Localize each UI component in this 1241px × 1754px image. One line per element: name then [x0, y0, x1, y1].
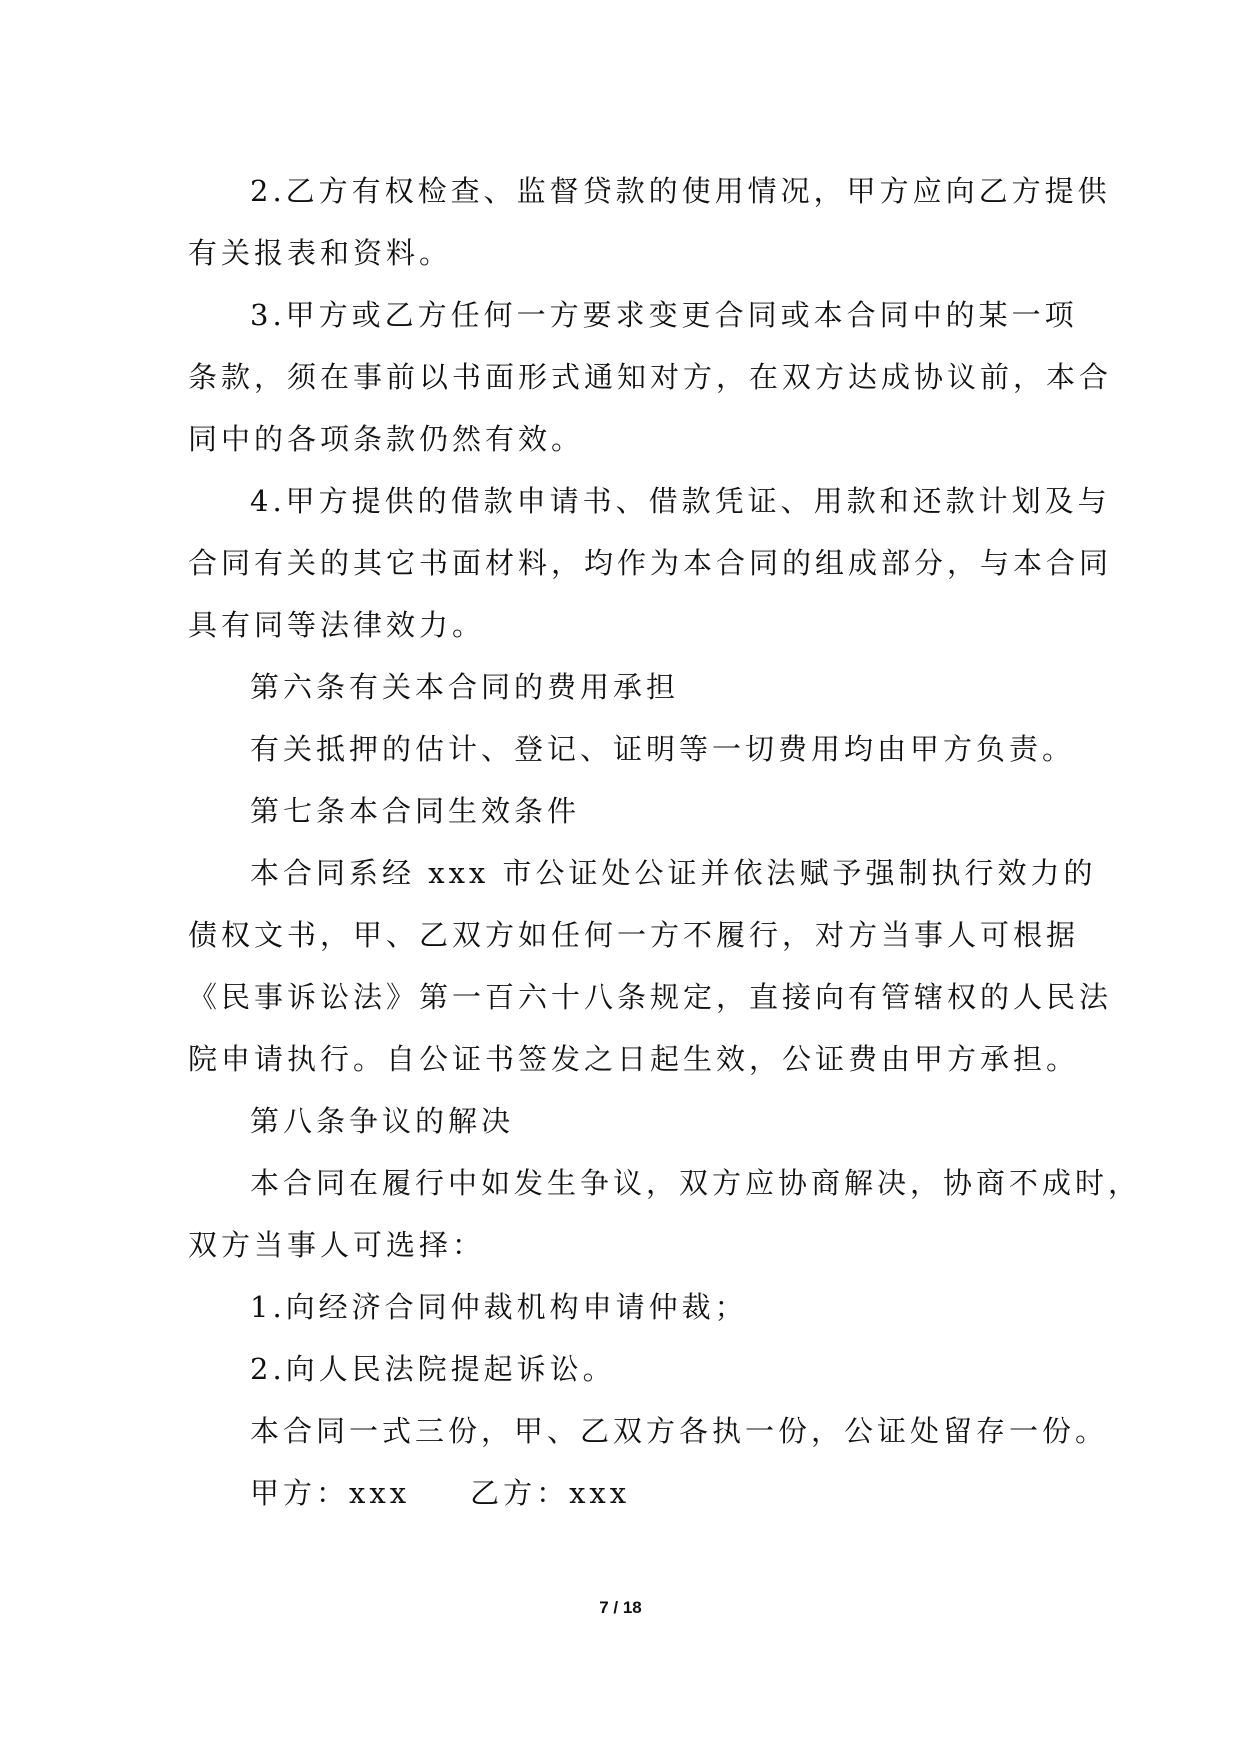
paragraph-line: 具有同等法律效力。: [188, 608, 486, 642]
paragraph-line: 本合同一式三份，甲、乙双方各执一份，公证处留存一份。: [250, 1414, 1109, 1448]
list-item: 2.向人民法院提起诉讼。: [250, 1352, 616, 1386]
paragraph-line: 双方当事人可选择：: [188, 1228, 486, 1262]
section-heading: 第七条本合同生效条件: [250, 794, 581, 828]
page-number: 7 / 18: [599, 1598, 642, 1617]
list-item: 1.向经济合同仲裁机构申请仲裁；: [250, 1290, 748, 1324]
section-heading: 第八条争议的解决: [250, 1104, 515, 1138]
signature-line: [188, 1462, 1068, 1524]
paragraph-line: 条款，须在事前以书面形式通知对方，在双方达成协议前，本合: [188, 360, 1113, 394]
paragraph-line: 本合同系经 xxx 市公证处公证并依法赋予强制执行效力的: [250, 856, 1097, 890]
paragraph-line: 2.乙方有权检查、监督贷款的使用情况，甲方应向乙方提供: [250, 174, 1111, 208]
document-body: [188, 160, 1142, 1524]
paragraph-line: 本合同在履行中如发生争议，双方应协商解决，协商不成时，: [250, 1166, 1142, 1200]
paragraph-line: 院申请执行。自公证书签发之日起生效，公证费由甲方承担。: [188, 1042, 1080, 1076]
party-b-signature: 乙方：xxx: [470, 1476, 631, 1510]
paragraph-line: 《民事诉讼法》第一百六十八条规定，直接向有管辖权的人民法: [188, 980, 1113, 1014]
paragraph-line: 同中的各项条款仍然有效。: [188, 422, 585, 456]
paragraph-line: 3.甲方或乙方任何一方要求变更合同或本合同中的某一项: [250, 298, 1078, 332]
paragraph-line: 4.甲方提供的借款申请书、借款凭证、用款和还款计划及与: [250, 484, 1111, 518]
party-a-signature: 甲方：xxx: [250, 1476, 411, 1510]
section-heading: 第六条有关本合同的费用承担: [250, 670, 680, 704]
paragraph-line: 合同有关的其它书面材料，均作为本合同的组成部分，与本合同: [188, 546, 1113, 580]
paragraph-line: 债权文书，甲、乙双方如任何一方不履行，对方当事人可根据: [188, 918, 1080, 952]
paragraph-line: 有关抵押的估计、登记、证明等一切费用均由甲方负责。: [250, 732, 1076, 766]
paragraph-line: 有关报表和资料。: [188, 236, 453, 270]
